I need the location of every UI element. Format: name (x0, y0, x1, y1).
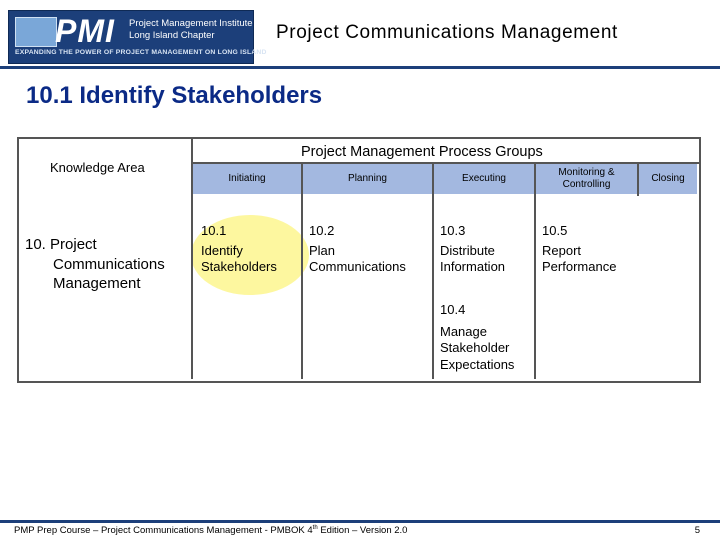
process-number: 10.4 (440, 302, 466, 317)
table-divider (301, 162, 303, 379)
process-10-5 (542, 223, 616, 276)
group-header-planning (303, 164, 432, 194)
process-name-line: Manage (440, 323, 487, 339)
group-header-monitoring-line1: Monitoring & (558, 167, 615, 178)
process-name-line: Plan (309, 242, 336, 258)
group-header-closing-label: Closing (651, 173, 685, 184)
group-header-initiating (193, 164, 301, 194)
knowledge-area-line3: Management (53, 275, 141, 292)
process-10-3 (440, 223, 505, 276)
header-divider (0, 66, 720, 69)
logo-chapter-line2: Long Island Chapter (129, 30, 215, 41)
process-groups-table (17, 137, 701, 383)
knowledge-area-line2: Communications (53, 255, 165, 273)
group-header-initiating-label: Initiating (228, 173, 266, 184)
group-header-planning-label: Planning (348, 173, 387, 184)
group-header-executing (434, 164, 534, 194)
process-name-line: Distribute (440, 242, 495, 258)
process-name-line: Identify (201, 242, 243, 258)
process-name-line: Stakeholder (440, 340, 510, 355)
pmi-chapter-logo (8, 10, 267, 64)
knowledge-area-header: Knowledge Area (50, 160, 145, 175)
process-10-1 (201, 223, 277, 276)
process-number: 10.2 (309, 223, 335, 238)
process-name-line: Information (440, 259, 506, 274)
process-name-line: Expectations (440, 356, 515, 372)
process-number: 10.3 (440, 223, 466, 238)
process-name-line: Communications (309, 259, 406, 274)
process-10-2 (309, 223, 406, 276)
process-name-line: Report (542, 242, 582, 258)
table-divider (534, 162, 536, 379)
knowledge-area-line1: 10. Project (25, 236, 97, 253)
process-groups-header: Project Management Process Groups (301, 144, 543, 160)
footer-superscript: th (312, 525, 318, 531)
footer-divider (0, 520, 720, 523)
slide-title: 10.1 Identify Stakeholders (26, 82, 323, 109)
process-name-line: Performance (542, 259, 617, 274)
process-name-line: Stakeholders (201, 259, 277, 274)
logo-mark: PMI (55, 13, 115, 49)
group-header-executing-label: Executing (462, 173, 506, 184)
process-number: 10.5 (542, 223, 568, 238)
group-header-monitoring-line2: Controlling (562, 179, 611, 190)
group-header-closing (639, 164, 697, 194)
process-number: 10.1 (201, 223, 227, 238)
logo-emblem-icon (15, 17, 57, 47)
footer-text-main: PMP Prep Course – Project Communications Management - PMBOK 4 (14, 525, 313, 537)
footer-text-edition: Edition – Version 2.0 (317, 525, 408, 537)
logo-chapter-line1: Project Management Institute (129, 18, 253, 29)
table-divider (432, 162, 434, 379)
logo-tagline: EXPANDING THE POWER OF PROJECT MANAGEMENT ON LONG ISLAND (15, 49, 267, 56)
process-10-4 (440, 302, 514, 373)
footer-text (14, 525, 407, 536)
logo-chapter-name (129, 18, 253, 42)
group-header-monitoring (536, 164, 637, 194)
header-title: Project Communications Management (276, 22, 618, 43)
knowledge-area-name (19, 235, 183, 294)
page-number: 5 (694, 525, 700, 536)
